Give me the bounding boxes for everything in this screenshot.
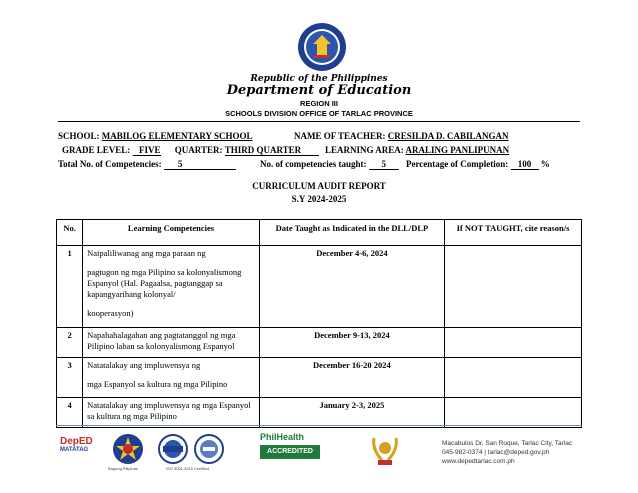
competency-line [58,159,236,170]
completion-label: Percentage of Completion: [405,159,509,169]
row-competency [83,358,260,398]
department-heading: Department of Education [226,83,412,98]
bagong-pilipinas-label: Bagong Pilipinas [108,466,138,471]
region-heading: REGION III [300,99,338,108]
iso-seal-icon [158,434,188,464]
address-text: Macabulos Dr. San Roque, Tarlac City, Tarlac [442,440,573,447]
total-value: 5 [164,159,236,170]
table-row [57,328,582,358]
bagong-pilipinas-icon [112,433,144,465]
quarter-value: THIRD QUARTER [225,145,319,156]
teacher-label: NAME OF TEACHER: [294,131,386,141]
taught-value: 5 [369,159,399,170]
total-label: Total No. of Competencies: [58,159,162,169]
school-label: SCHOOL: [58,131,100,141]
competency-table [56,219,582,428]
row-competency [83,328,260,358]
taught-line [260,159,550,170]
col-reason-header: If NOT TAUGHT, cite reason/s [444,220,581,246]
phone-email-text: 045-982-0374 | tarlac@deped.gov.ph [442,449,550,456]
table-row [57,246,582,328]
competency-line: Natatalakay ang impluwensya ng [87,360,201,370]
school-line [58,131,252,141]
row-competency [83,398,260,428]
teacher-value: CRESILDA D. CABILANGAN [387,131,509,141]
col-date-header: Date Taught as Indicated in the DLL/DLP [259,220,444,246]
table-header-row [57,220,582,246]
row-date: December 16-20 2024 [259,358,444,398]
grade-label: GRADE LEVEL: [62,145,131,155]
award-wreath-icon [370,432,400,466]
deped-matatag-logo [60,436,100,466]
philhealth-logo-text: PhilHealth [260,432,305,442]
teacher-line [294,131,509,141]
row-reason [444,328,581,358]
table-row [57,398,582,428]
row-date: December 4-6, 2024 [259,246,444,328]
competency-line: Napahahalagahan ang pagtatanggol ng mga Pilipino laban sa kolonyalismong Espanyol [87,330,236,351]
website-link[interactable]: www.depedtarlac.com.ph [442,458,515,465]
competency-line: kooperasyon) [87,308,134,318]
grade-line [62,145,509,156]
matatag-text: MATATAG [60,447,89,453]
row-competency [83,246,260,328]
footer-divider [56,425,582,426]
header-divider [58,121,580,122]
row-reason [444,358,581,398]
completion-unit: % [540,159,550,169]
row-date: January 2-3, 2025 [259,398,444,428]
philhealth-accredited-badge: ACCREDITED [260,445,320,459]
quarter-label: QUARTER: [174,145,223,155]
row-reason [444,398,581,428]
col-no-header: No. [57,220,83,246]
school-year: S.Y 2024-2025 [291,194,347,204]
row-no: 1 [57,246,83,328]
taught-label: No. of competencies taught: [260,159,367,169]
report-title: CURRICULUM AUDIT REPORT [252,181,386,191]
row-no: 3 [57,358,83,398]
competency-line: Naipaliliwanag ang mga paraan ng [87,248,206,258]
iso-label: ISO 9001:2015 Certified [166,466,209,471]
division-heading: SCHOOLS DIVISION OFFICE OF TARLAC PROVINCE [225,109,413,118]
col-competencies-header: Learning Competencies [83,220,260,246]
area-label: LEARNING AREA: [324,145,404,155]
completion-value: 100 [511,159,539,170]
row-date: December 9-13, 2024 [259,328,444,358]
area-value: ARALING PANLIPUNAN [405,145,510,155]
certification-seal-icon [194,434,224,464]
deped-seal-icon [297,22,347,72]
grade-value: FIVE [133,145,161,156]
table-row [57,358,582,398]
competency-line: pagtugon ng mga Pilipino sa kolonyalismong Espanyol (Hal. Pagaalsa, pagtanggap sa kapangyarihang kolonyal/ [87,267,242,299]
competency-line: Natatalakay ang impluwensya ng mga Espanyol sa kultura ng mga Pilipino [87,400,251,421]
competency-line: mga Espanyol sa kultura ng mga Pilipino [87,379,228,389]
row-reason [444,246,581,328]
row-no: 4 [57,398,83,428]
republic-heading: Republic of the Philippines [250,74,388,84]
footer-contact [442,439,572,466]
deped-logo-text: DepED [60,436,93,447]
school-value: MABILOG ELEMENTARY SCHOOL [101,131,253,141]
row-no: 2 [57,328,83,358]
